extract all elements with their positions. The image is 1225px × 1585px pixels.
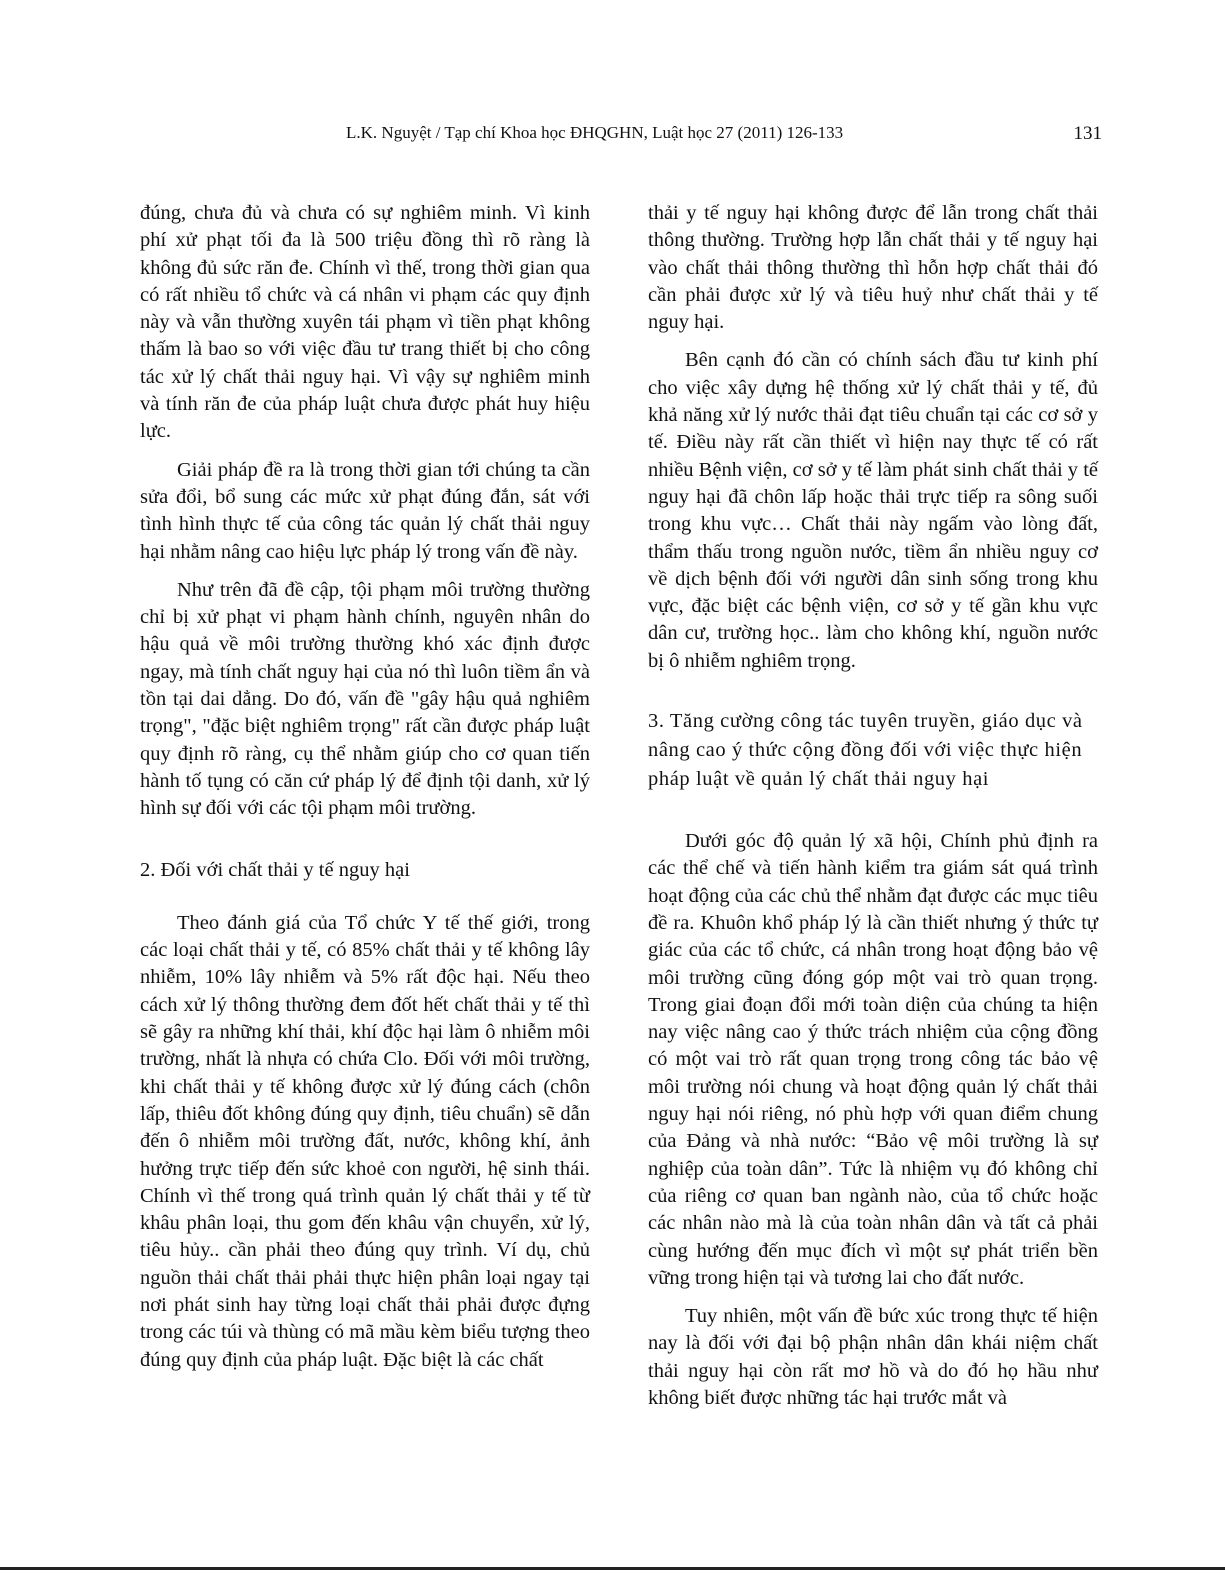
running-title: L.K. Nguyệt / Tạp chí Khoa học ĐHQGHN, Luật học 27 (2011) 126-133 — [346, 123, 844, 142]
bottom-border — [0, 1567, 1225, 1570]
paragraph: Dưới góc độ quản lý xã hội, Chính phủ định ra các thể chế và tiến hành kiểm tra giám sát quá trình hoạt động của các chủ thể nhằm đạt được các mục tiêu đề ra. Khuôn khổ pháp lý là cần thiết nhưng ý thức tự giác của các tổ chức, cá nhân trong hoạt động bảo vệ môi trường cũng đóng góp một vai trò quan trọng. Trong giai đoạn đổi mới toàn diện của chúng ta hiện nay việc nâng cao ý thức trách nhiệm của cộng đồng có một vai trò rất quan trọng trong công tác bảo vệ môi trường nói chung và hoạt động quản lý chất thải nguy hại nói riêng, nó phù hợp với quan điểm chung của Đảng và nhà nước: “Bảo vệ môi trường là sự nghiệp của toàn dân”. Tức là nhiệm vụ đó không chỉ của riêng cơ quan ban ngành nào, của tổ chức hoặc các nhân nào mà là của toàn nhân dân và tất cả phải cùng hướng đến mục đích vì một sự phát triển bền vững trong hiện tại và tương lai cho đất nước. — [648, 830, 1098, 1289]
page-number: 131 — [1073, 123, 1102, 144]
paragraph: Như trên đã đề cập, tội phạm môi trường thường chỉ bị xử phạt vi phạm hành chính, nguyên nhân do hậu quả về môi trường thường khó xác định được ngay, mà tính chất nguy hại của nó thì luôn tiềm ẩn và tồn tại dai dẳng. Do đó, vấn đề "gây hậu quả nghiêm trọng", "đặc biệt nghiêm trọng" rất cần được pháp luật quy định rõ ràng, cụ thể nhằm giúp cho cơ quan tiến hành tố tụng có căn cứ pháp lý để định tội danh, xử lý hình sự đối với các tội phạm môi trường. — [140, 578, 590, 820]
right-column — [648, 200, 1098, 1423]
paragraph: Giải pháp đề ra là trong thời gian tới chúng ta cần sửa đổi, bổ sung các mức xử phạt đúng đắn, sát với tình hình thực tế của công tác quản lý chất thải nguy hại nhằm nâng cao hiệu lực pháp lý trong vấn đề này. — [140, 458, 590, 563]
paragraph: Bên cạnh đó cần có chính sách đầu tư kinh phí cho việc xây dựng hệ thống xử lý chất thải y tế, đủ khả năng xử lý nước thải đạt tiêu chuẩn tại các cơ sở y tế. Điều này rất cần thiết vì hiện nay thực tế có rất nhiều Bệnh viện, cơ sở y tế làm phát sinh chất thải y tế nguy hại đã chôn lấp hoặc thải trực tiếp ra sông suối trong khu vực… Chất thải này ngấm vào lòng đất, thẩm thấu trong nguồn nước, tiềm ẩn nhiều nguy cơ về dịch bệnh đối với người dân sinh sống trong khu vực, đặc biệt các bệnh viện, cơ sở y tế gần khu vực dân cư, trường học.. làm cho không khí, nguồn nước bị ô nhiễm nghiêm trọng. — [648, 349, 1098, 672]
running-header — [140, 123, 1102, 153]
paragraph: Tuy nhiên, một vấn đề bức xúc trong thực tế hiện nay là đối với đại bộ phận nhân dân khái niệm chất thải nguy hại còn rất mơ hồ và do đó họ hầu như không biết được những tác hại trước mắt và — [648, 1305, 1098, 1409]
section-heading: 3. Tăng cường công tác tuyên truyền, giáo dục và nâng cao ý thức cộng đồng đối với việc thực hiện pháp luật về quản lý chất thải nguy hại — [648, 710, 1083, 791]
left-column — [140, 200, 590, 1385]
paragraph: thải y tế nguy hại không được để lẫn trong chất thải thông thường. Trường hợp lẫn chất thải y tế nguy hại vào chất thải thông thường thì hỗn hợp chất thải đó cần phải được xử lý và tiêu huỷ như chất thải y tế nguy hại. — [648, 202, 1098, 334]
paragraph: đúng, chưa đủ và chưa có sự nghiêm minh. Vì kinh phí xử phạt tối đa là 500 triệu đồng thì rõ ràng là không đủ sức răn đe. Chính vì thế, trong thời gian qua có rất nhiều tổ chức và cá nhân vi phạm các quy định này và vẫn thường xuyên tái phạm vì tiền phạt không thấm là bao so với việc đầu tư trang thiết bị cho công tác xử lý chất thải nguy hại. Vì vậy sự nghiêm minh và tính răn đe của pháp luật chưa được phát huy hiệu lực. — [140, 202, 590, 443]
paragraph: Theo đánh giá của Tổ chức Y tế thế giới, trong các loại chất thải y tế, có 85% chất thải y tế không lây nhiễm, 10% lây nhiễm và 5% rất độc hại. Nếu theo cách xử lý thông thường đem đốt hết chất thải y tế thì sẽ gây ra những khí thải, khí độc hại làm ô nhiễm môi trường, nhất là nhựa có chứa Clo. Đối với môi trường, khi chất thải y tế không được xử lý đúng cách (chôn lấp, thiêu đốt không đúng quy định, tiêu chuẩn) sẽ dẫn đến ô nhiễm môi trường đất, nước, không khí, ảnh hưởng trực tiếp đến sức khoẻ con người, hệ sinh thái. Chính vì thế trong quá trình quản lý chất thải y tế từ khâu phân loại, thu gom đến khâu vận chuyển, xử lý, tiêu hủy.. cần phải theo đúng quy trình. Ví dụ, chủ nguồn thải chất thải phải thực hiện phân loại ngay tại nơi phát sinh hay từng loại chất thải phải được đựng trong các túi và thùng có mã mầu kèm biểu tượng theo đúng quy định của pháp luật. Đặc biệt là các chất — [140, 911, 590, 1371]
section-heading: 2. Đối với chất thải y tế nguy hại — [140, 858, 410, 881]
